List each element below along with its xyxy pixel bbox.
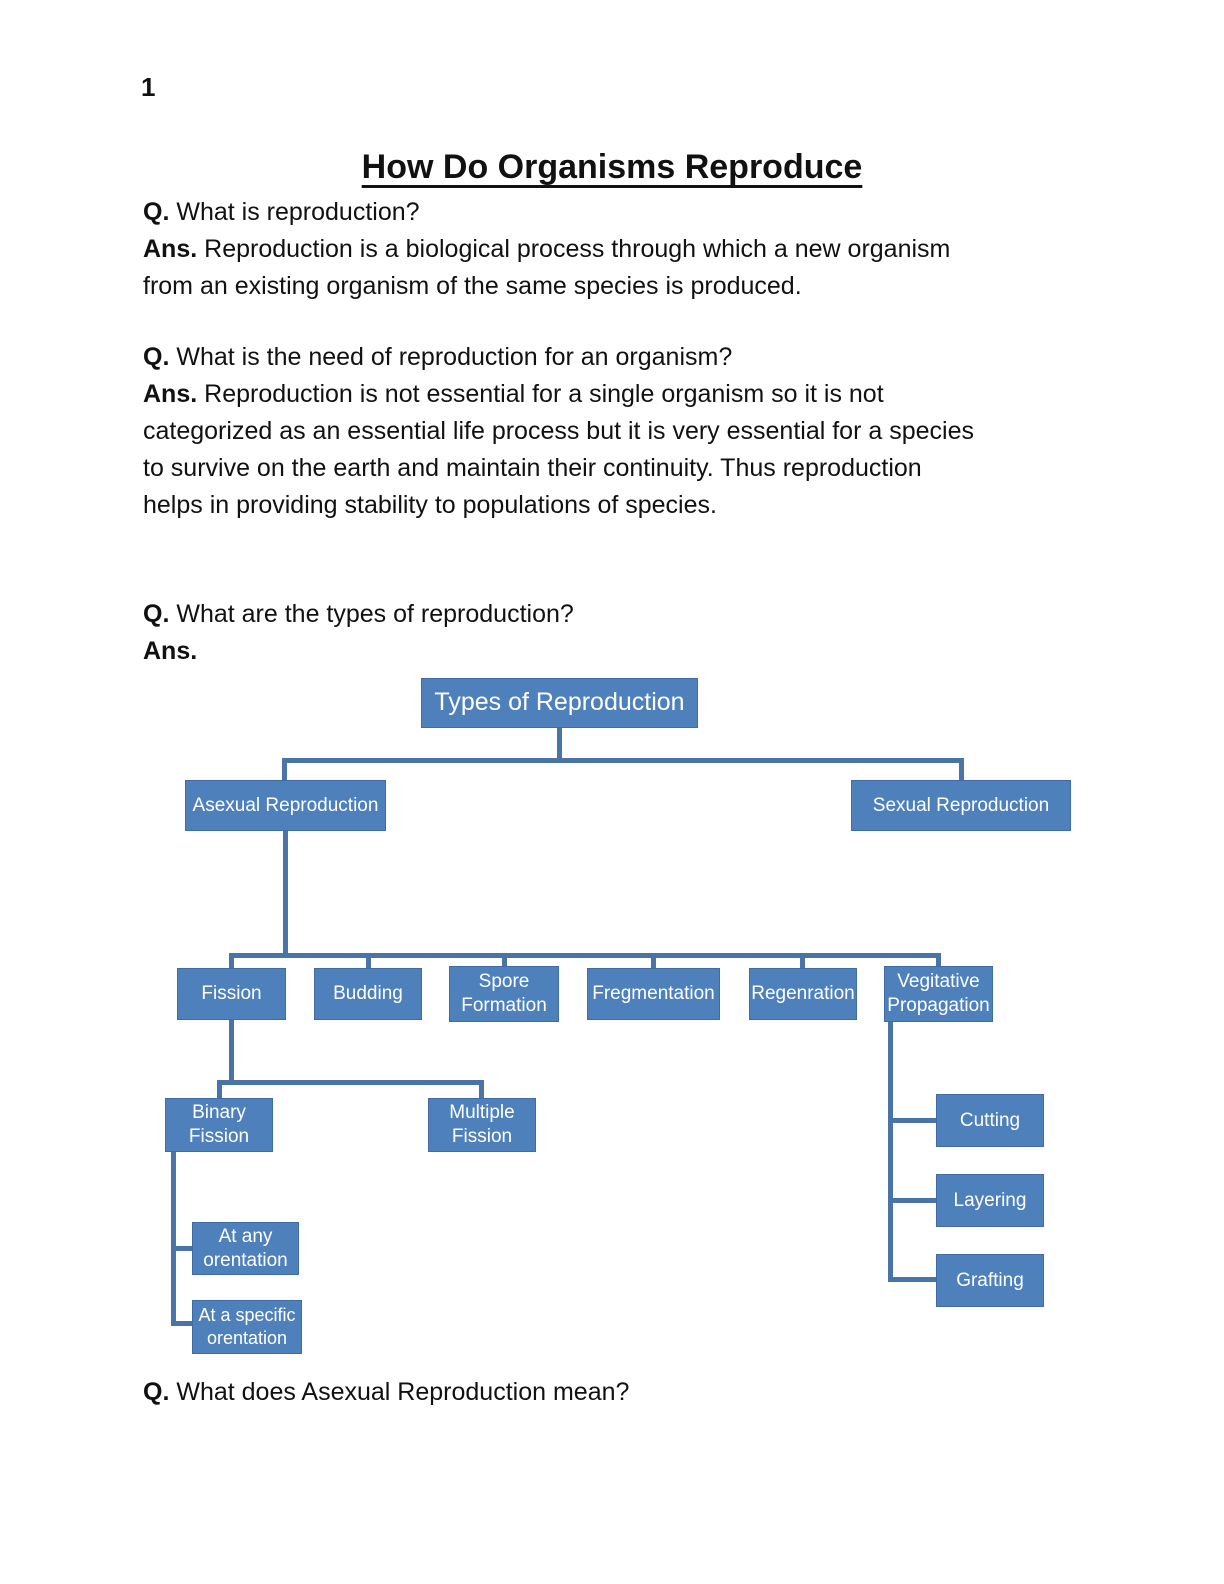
connector-line bbox=[479, 1080, 484, 1098]
question-text: What is the need of reproduction for an organism? bbox=[169, 343, 733, 371]
connector-line bbox=[651, 953, 656, 968]
connector-line bbox=[171, 1321, 192, 1326]
node-at-any-orentation: At any orentation bbox=[192, 1222, 299, 1275]
answer-line: helps in providing stability to populations of species. bbox=[143, 491, 717, 519]
node-asexual-reproduction: Asexual Reproduction bbox=[185, 780, 386, 831]
q-label: Q. bbox=[143, 1378, 170, 1406]
ans-label: Ans. bbox=[143, 235, 198, 263]
node-grafting: Grafting bbox=[936, 1254, 1044, 1307]
answer-line: from an existing organism of the same species is produced. bbox=[143, 272, 802, 300]
ans-label: Ans. bbox=[143, 380, 198, 408]
connector-line bbox=[229, 953, 941, 958]
q-label: Q. bbox=[143, 343, 170, 371]
node-vegitative-propagation: Vegitative Propagation bbox=[884, 966, 993, 1022]
node-layering: Layering bbox=[936, 1174, 1044, 1227]
connector-line bbox=[217, 1080, 222, 1098]
connector-line bbox=[229, 953, 234, 968]
node-cutting: Cutting bbox=[936, 1094, 1044, 1147]
connector-line bbox=[171, 1152, 176, 1326]
node-sexual-reproduction: Sexual Reproduction bbox=[851, 780, 1071, 831]
q-label: Q. bbox=[143, 600, 170, 628]
node-multiple-fission: Multiple Fission bbox=[428, 1098, 536, 1152]
node-binary-fission: Binary Fission bbox=[165, 1098, 273, 1152]
node-fregmentation: Fregmentation bbox=[587, 968, 720, 1020]
connector-line bbox=[888, 1022, 893, 1280]
connector-line bbox=[888, 1198, 936, 1203]
page-title: How Do Organisms Reproduce bbox=[361, 148, 863, 186]
node-budding: Budding bbox=[314, 968, 422, 1020]
connector-line bbox=[282, 758, 287, 780]
answer-line: categorized as an essential life process but it is very essential for a species bbox=[143, 417, 974, 445]
connector-line bbox=[888, 1118, 936, 1123]
node-types-of-reproduction: Types of Reproduction bbox=[421, 678, 698, 728]
node-fission: Fission bbox=[177, 968, 286, 1020]
connector-line bbox=[888, 1277, 936, 1282]
connector-line bbox=[366, 953, 371, 968]
answer-3-label: Ans. bbox=[143, 637, 198, 665]
page-number: 1 bbox=[141, 72, 156, 102]
question-text: What are the types of reproduction? bbox=[169, 600, 574, 628]
question-text: What does Asexual Reproduction mean? bbox=[169, 1378, 630, 1406]
question-4 bbox=[143, 1374, 629, 1411]
connector-line bbox=[217, 1080, 484, 1085]
node-at-a-specific-orentation: At a specific orentation bbox=[192, 1300, 302, 1354]
connector-line bbox=[229, 1020, 234, 1084]
connector-line bbox=[959, 758, 964, 780]
answer-line: to survive on the earth and maintain their continuity. Thus reproduction bbox=[143, 454, 922, 482]
node-spore-formation: Spore Formation bbox=[449, 966, 559, 1022]
connector-line bbox=[282, 758, 964, 763]
connector-line bbox=[800, 953, 805, 968]
q-label: Q. bbox=[143, 198, 170, 226]
node-regenration: Regenration bbox=[749, 968, 857, 1020]
question-text: What is reproduction? bbox=[169, 198, 420, 226]
answer-text: Reproduction is a biological process through which a new organism bbox=[197, 235, 951, 263]
connector-line bbox=[283, 831, 288, 958]
answer-text: Reproduction is not essential for a single organism so it is not bbox=[197, 380, 884, 408]
connector-line bbox=[171, 1246, 192, 1251]
